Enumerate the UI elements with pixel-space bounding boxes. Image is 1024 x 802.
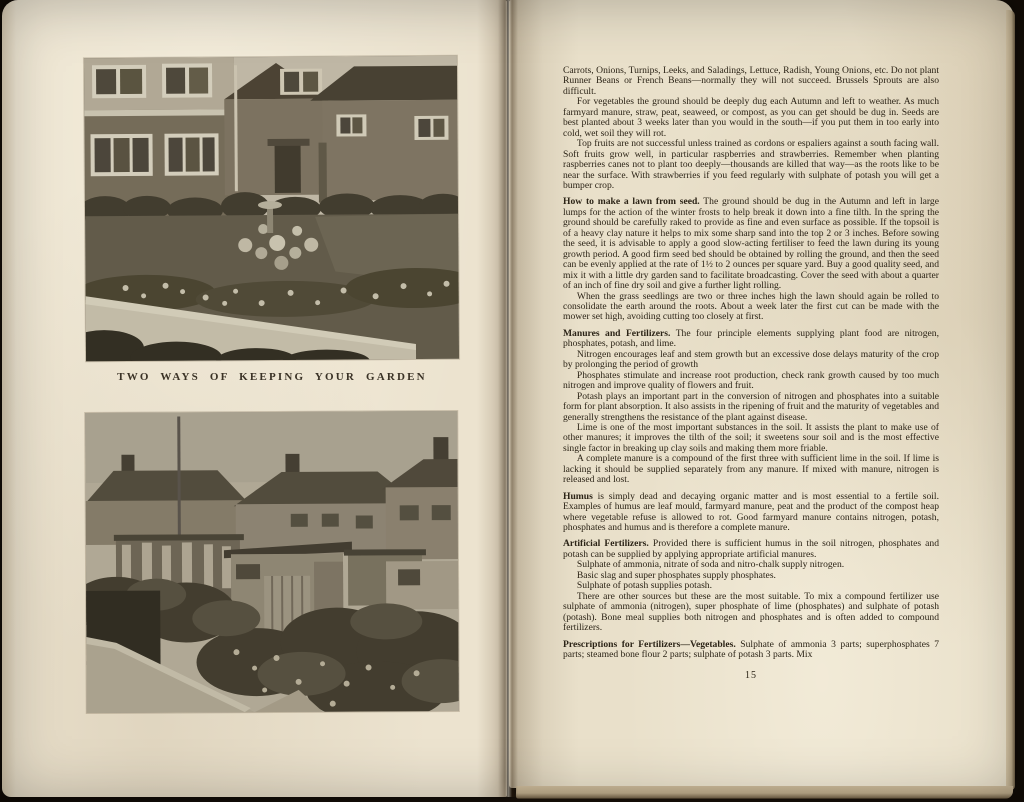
body-paragraph: Sulphate of ammonia, nitrate of soda and nitro-chalk supply nitrogen. — [576, 559, 845, 571]
page-number: 15 — [745, 670, 757, 682]
body-paragraph: Lime is one of the most important substances in the soil. It assists the plant to make use of other manures; it improves the tilth of the soil; it sweetens sour soil and is the most effective single factor in breaking up clay soils and making them more friable. — [563, 421, 939, 454]
page-text-column — [563, 66, 939, 682]
untidy-garden-illustration — [85, 411, 459, 713]
body-paragraph: Humus is simply dead and decaying organic matter and is most essential to a fertile soil. Examples of humus are leaf mould, farmyard manure, peat and the product of the compost heap where vegetable refuse is allowed to rot. Good farmyard manure contains nitrogen, potash, phosphates and humus and is therefore a complete manure. — [563, 490, 939, 534]
body-paragraph: Top fruits are not successful unless trained as cordons or espaliers against a south facing wall. Soft fruits grow well, in particular raspberries and strawberries. Remember when planting raspberries canes not to plant too deeply—thousands are killed that way—as the roots like to be near the surface. With strawberries if you feed regularly with sulphate of potash you will get a bumper crop. — [563, 138, 939, 191]
left-page — [2, 0, 507, 797]
body-paragraph: Prescriptions for Fertilizers—Vegetables. Sulphate of ammonia 3 parts; superphosphates 7 parts; steamed bone flour 2 parts; sulphate of potash 3 parts. Mix — [563, 638, 940, 661]
run-in-heading: Manures and Fertilizers. — [563, 327, 671, 339]
photo-caption: TWO WAYS OF KEEPING YOUR GARDEN — [117, 371, 427, 383]
body-paragraph: How to make a lawn from seed. The ground should be dug in the Autumn and left in large lumps for the action of the winter frosts to help break it down into a fine tilth. In the spring the ground should be carefully raked to provide as fine and even surface as possible. If the topsoil is of a heavy clay nature it helps to mix some sharp sand into the top 2 or 3 inches. Before sowing the seed, it is advisable to apply a good slow-acting fertiliser to feed the lawn during its young growth period. A good firm seed bed should be obtained by rolling the ground, and then the seed can be evenly applied at the rate of 1½ to 2 ounces per square yard. Buy a good quality seed, and mix it with a little dry garden sand to facilitate broadcasting. Cover the seed with about a quarter of an inch of fine dry soil and give a further light rolling. — [563, 196, 939, 292]
body-paragraph: Potash plays an important part in the conversion of nitrogen and phosphates into a suitable form for plant absorption. It also assists in the ripening of fruit and the maturity of vegetables and generally strengthens the resistance of the plant against disease. — [563, 390, 939, 423]
run-in-heading: How to make a lawn from seed. — [563, 196, 700, 208]
body-paragraph: Manures and Fertilizers. The four principle elements supplying plant food are nitrogen, phosphates, potash, and lime. — [563, 327, 939, 350]
page-edge-stack-right — [1006, 10, 1015, 790]
tidy-garden-photo — [84, 56, 459, 362]
body-paragraph: Artificial Fertilizers. Provided there is sufficient humus in the soil nitrogen, phosphates and potash can be supplied by applying appropriate artificial manures. — [563, 538, 939, 560]
body-paragraph: Basic slag and super phosphates supply phosphates. — [576, 569, 776, 581]
body-paragraph: A complete manure is a compound of the first three with sufficient lime in the soil. If lime is lacking it should be supplied separately from any manure. If mixed with manure, nitrogen is released and lost. — [563, 453, 939, 486]
untidy-garden-photo — [85, 411, 459, 713]
body-paragraph: Phosphates stimulate and increase root production, check rank growth caused by too much nitrogen and improve quality of flowers and fruit. — [563, 369, 939, 392]
run-in-heading: Humus — [563, 490, 593, 502]
body-paragraph: When the grass seedlings are two or three inches high the lawn should again be rolled to consolidate the earth around the roots. About a week later the first cut can be made with the mower set high, avoiding cutting too closely at first. — [563, 290, 939, 323]
book-spine — [498, 0, 518, 797]
body-paragraph: Nitrogen encourages leaf and stem growth but an excessive dose delays maturity of the crop by prolonging the period of growth — [563, 348, 939, 371]
body-paragraph: There are other sources but these are the most suitable. To mix a compound fertilizer use sulphate of ammonia (nitrogen), super phosphate of lime (phosphates) and sulphate of potash (potash). Bone meal supplies both nitrogen and phosphates and is often added to compound fertilizers. — [563, 590, 939, 634]
run-in-heading: Prescriptions for Fertilizers—Vegetables. — [563, 638, 736, 650]
run-in-heading: Artificial Fertilizers. — [563, 538, 649, 550]
right-page — [509, 0, 1014, 788]
body-paragraph: Sulphate of potash supplies potash. — [576, 580, 713, 592]
tidy-garden-illustration — [84, 56, 459, 362]
body-paragraph: Carrots, Onions, Turnips, Leeks, and Saladings, Lettuce, Radish, Young Onions, etc. Do not plant Runner Beans or French Beans—normally they will not succeed. Brussels Sprouts are also difficult. — [563, 65, 939, 97]
page-edge-stack-bottom — [516, 786, 1013, 799]
body-paragraph: For vegetables the ground should be deeply dug each Autumn and left to weather. As much farmyard manure, straw, peat, seaweed, or compost, as you can get should be dug in. Seeds are best planted about 3 weeks later than you would in the south—if you put them in too early into cold, wet soil they will rot. — [563, 96, 939, 139]
